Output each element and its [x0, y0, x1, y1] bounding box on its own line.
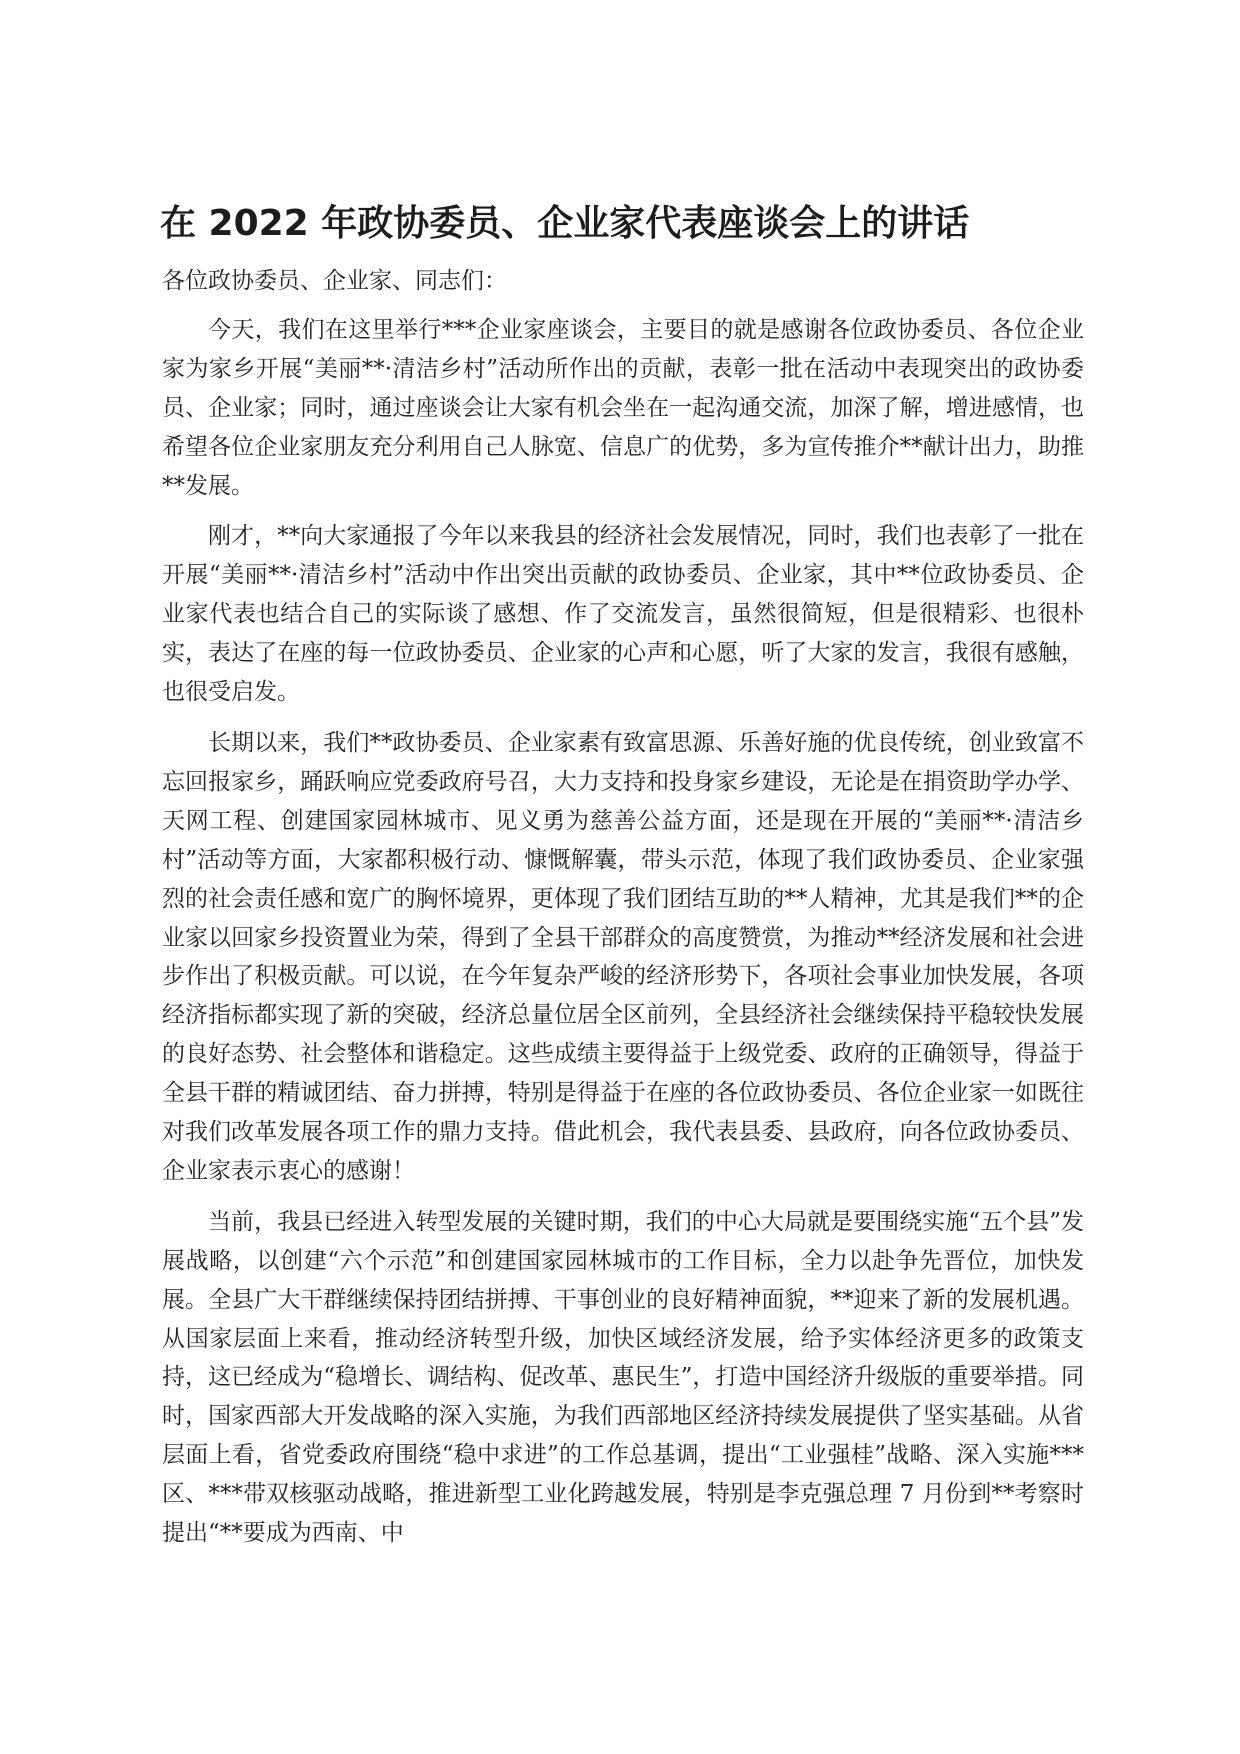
paragraph-2: 刚才，**向大家通报了今年以来我县的经济社会发展情况，同时，我们也表彰了一批在开展“美丽**·清洁乡村”活动中作出突出贡献的政协委员、企业家，其中**位政协委员、企业家代表也结合自己的实际谈了感想、作了交流发言，虽然很简短，但是很精彩、也很朴实，表达了在座的每一位政协委员、企业家的心声和心愿，听了大家的发言，我很有感触，也很受启发。 — [162, 523, 1084, 706]
salutation: 各位政协委员、企业家、同志们： — [162, 268, 507, 294]
paragraph-3: 长期以来，我们**政协委员、企业家素有致富思源、乐善好施的优良传统，创业致富不忘回报家乡，踊跃响应党委政府号召，大力支持和投身家乡建设，无论是在捐资助学办学、天网工程、创建国家园林城市、见义勇为慈善公益方面，还是现在开展的“美丽**·清洁乡村”活动等方面，大家都积极行动、慷慨解囊，带头示范，体现了我们政协委员、企业家强烈的社会责任感和宽广的胸怀境界，更体现了我们团结互助的**人精神，尤其是我们**的企业家以回家乡投资置业为荣，得到了全县干部群众的高度赞赏，为推动**经济发展和社会进步作出了积极贡献。可以说，在今年复杂严峻的经济形势下，各项社会事业加快发展，各项经济指标都实现了新的突破，经济总量位居全区前列，全县经济社会继续保持平稳较快发展的良好态势、社会整体和谐稳定。这些成绩主要得益于上级党委、政府的正确领导，得益于全县干群的精诚团结、奋力拼搏，特别是得益于在座的各位政协委员、各位企业家一如既往对我们改革发展各项工作的鼎力支持。借此机会，我代表县委、县政府，向各位政协委员、企业家表示衷心的感谢！ — [162, 729, 1084, 1184]
document-title: 在 2022 年政协委员、企业家代表座谈会上的讲话 — [160, 203, 970, 244]
paragraph-1: 今天，我们在这里举行***企业家座谈会，主要目的就是感谢各位政协委员、各位企业家为家乡开展“美丽**·清洁乡村”活动所作出的贡献，表彰一批在活动中表现突出的政协委员、企业家；同时，通过座谈会让大家有机会坐在一起沟通交流，加深了解，增进感情，也希望各位企业家朋友充分利用自己人脉宽、信息广的优势，多为宣传推介**献计出力，助推**发展。 — [162, 316, 1084, 499]
paragraph-4: 当前，我县已经进入转型发展的关键时期，我们的中心大局就是要围绕实施“五个县”发展战略，以创建“六个示范”和创建国家园林城市的工作目标，全力以赴争先晋位，加快发展。全县广大干群继续保持团结拼搏、干事创业的良好精神面貌，**迎来了新的发展机遇。从国家层面上来看，推动经济转型升级，加快区域经济发展，给予实体经济更多的政策支持，这已经成为“稳增长、调结构、促改革、惠民生”，打造中国经济升级版的重要举措。同时，国家西部大开发战略的深入实施，为我们西部地区经济持续发展提供了坚实基础。从省层面上看，省党委政府围绕“稳中求进”的工作总基调，提出“工业强桂”战略、深入实施***区、***带双核驱动战略，推进新型工业化跨越发展，特别是李克强总理 7 月份到**考察时提出“**要成为西南、中 — [162, 1208, 1084, 1547]
